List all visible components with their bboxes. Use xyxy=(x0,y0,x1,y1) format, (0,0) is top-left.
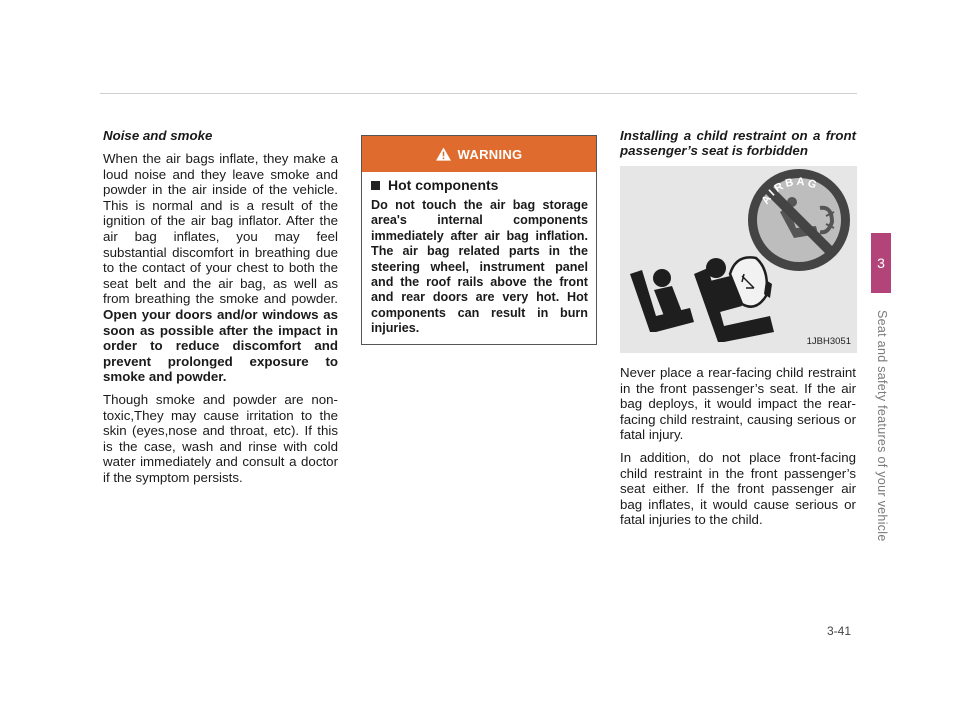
right-column xyxy=(620,128,856,535)
warning-header xyxy=(362,136,596,172)
chapter-number: 3 xyxy=(877,255,885,271)
noise-smoke-bold-text: Open your doors and/or windows as soon as possible after the impact in order to reduce discomfort and prevent prolonged exposure to smoke and powder. xyxy=(103,306,338,385)
noise-smoke-heading: Noise and smoke xyxy=(103,128,213,143)
warning-label: WARNING xyxy=(457,146,523,162)
warning-triangle-icon xyxy=(436,147,451,161)
page-number: 3-41 xyxy=(827,624,852,638)
smoke-irritation-paragraph: Though smoke and powder are non-toxic,They may cause irritation to the skin (eyes,nose and throat, etc). If this is the case, wash and rinse with cold water immediately and consult a doctor if the symptom persists. xyxy=(103,391,338,485)
hot-components-title-text: Hot components xyxy=(388,177,499,193)
hot-components-title xyxy=(371,177,588,193)
warning-box xyxy=(361,135,597,345)
rear-facing-paragraph: Never place a rear-facing child restraint in the front passenger’s seat. If the air bag deploys, it would impact the rear-facing child restraint, causing serious or fatal injury. xyxy=(620,365,856,443)
child-restraint-figure xyxy=(620,166,857,353)
top-rule xyxy=(100,93,857,94)
chapter-tab xyxy=(871,233,891,293)
warning-body xyxy=(362,172,596,337)
noise-smoke-paragraph xyxy=(103,151,338,385)
child-restraint-heading: Installing a child restraint on a front passenger’s seat is forbidden xyxy=(620,128,856,158)
airbag-sign-label: AIRBAG xyxy=(759,175,821,207)
chapter-title-vertical xyxy=(868,310,889,542)
airbag-child-seat-illustration xyxy=(620,166,857,353)
chapter-title: Seat and safety features of your vehicle xyxy=(875,310,889,542)
noise-smoke-text: When the air bags inflate, they make a loud noise and they leave smoke and powder in the air inside of the vehicle. This is normal and is a result of the ignition of the air bag inflator. After the air bag inflates, you may feel substantial discomfort in breathing due to the contact of your chest to both the seat belt and the air bag, as well as from breathing the smoke and powder. xyxy=(103,151,338,307)
warning-text: Do not touch the air bag storage area's internal components immediately after air bag inflation. The air bag related parts in the steering wheel, instrument panel and the roof rails above the front and rear doors are very hot. Hot components can result in burn injuries. xyxy=(371,198,588,336)
square-bullet-icon xyxy=(371,181,380,190)
front-facing-paragraph: In addition, do not place front-facing child restraint in the front passenger’s seat either. If the front passenger air bag inflates, it would cause serious or fatal injuries to the child. xyxy=(620,449,856,528)
left-column xyxy=(103,128,338,492)
figure-code: 1JBH3051 xyxy=(806,336,851,348)
